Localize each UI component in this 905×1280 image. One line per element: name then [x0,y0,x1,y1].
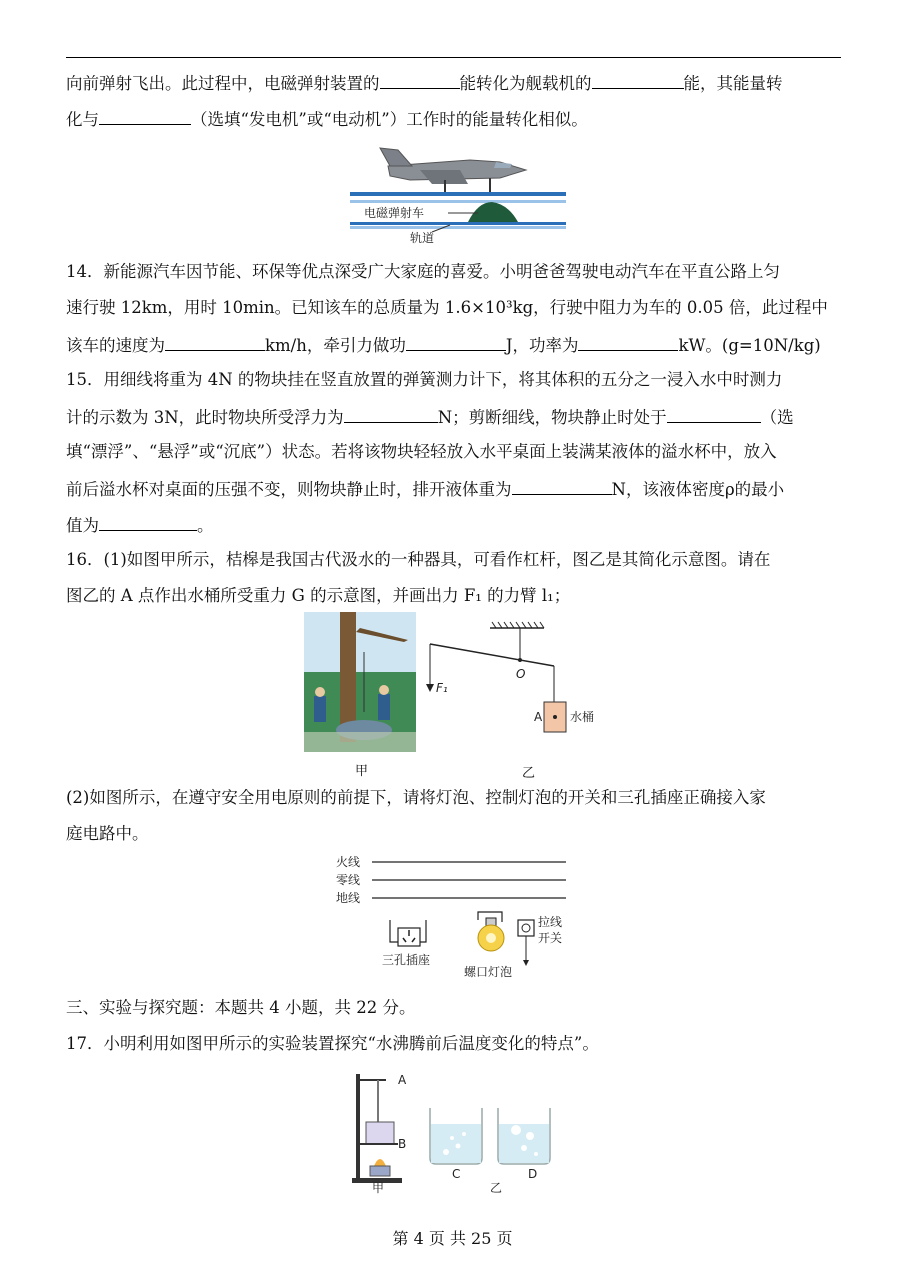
answer-blank[interactable] [592,72,684,89]
header-rule [66,57,841,58]
socket-icon [390,920,426,946]
bucket-label: 水桶 [570,710,595,724]
q15-line5: 值为 。 [66,516,214,535]
label-c: C [452,1167,461,1181]
q13-line2: 化与 （选填“发电机”或“电动机”）工作时的能量转化相似。 [66,110,588,129]
label-catapult-car: 电磁弹射车 [364,206,425,220]
socket-label: 三孔插座 [382,953,431,967]
bulb-label: 螺口灯泡 [464,965,513,979]
bulb-icon [478,912,504,951]
answer-blank[interactable] [667,406,761,423]
point-a-label: A [534,710,543,724]
switch-label-1: 拉线 [538,915,563,929]
page-footer: 第 4 页 共 25 页 [392,1229,513,1248]
answer-blank[interactable] [99,514,197,531]
beaker-c [430,1108,482,1164]
answer-blank[interactable] [344,406,438,423]
caption-jia: 甲 [372,1181,385,1195]
q16-line2: 图乙的 A 点作出水桶所受重力 G 的示意图，并画出力 F₁ 的力臂 l₁； [66,586,571,605]
answer-blank[interactable] [512,478,612,495]
neutral-wire-label: 零线 [336,873,361,887]
well-sweep-illustration [304,612,416,752]
q14-line1: 14．新能源汽车因节能、环保等优点深受广大家庭的喜爱。小明爸爸驾驶电动汽车在平直公路上匀 [66,262,780,281]
switch-label-2: 开关 [538,931,563,945]
caption-jia: 甲 [355,764,369,779]
q16-part2-line2: 庭电路中。 [66,824,149,843]
section-heading: 三、实验与探究题：本题共 4 小题，共 22 分。 [66,998,416,1017]
pull-switch-icon [518,920,534,966]
catapult-figure [350,140,566,246]
live-wire-label: 火线 [336,855,361,869]
q15-line4: 前后溢水杯对桌面的压强不变，则物块静止时，排开液体重为 N，该液体密度ρ的最小 [66,480,785,499]
q17-line1: 17．小明利用如图甲所示的实验装置探究“水沸腾前后温度变化的特点”。 [66,1034,599,1053]
ground-wire-label: 地线 [336,891,361,905]
q14-line3: 该车的速度为 km/h，牵引力做功 J，功率为 kW。(g=10N/kg) [66,336,821,355]
label-d: D [528,1167,538,1181]
q13-line1: 向前弹射飞出。此过程中，电磁弹射装置的 能转化为舰载机的 能，其能量转 [66,74,783,93]
stand-apparatus [352,1074,402,1183]
jet-icon [380,148,526,192]
force-f1-label: F₁ [436,681,448,695]
household-circuit-figure [330,850,570,980]
q15-line2: 计的示数为 3N，此时物块所受浮力为 N；剪断细线，物块静止时处于 （选 [66,408,794,427]
q16-part2-line1: (2)如图所示，在遵守安全用电原则的前提下，请将灯泡、控制灯泡的开关和三孔插座正确接入家 [66,788,766,807]
caption-yi: 乙 [522,766,536,781]
answer-blank[interactable] [380,72,460,89]
lever-schematic [424,620,600,740]
label-a: A [398,1073,407,1087]
answer-blank[interactable] [165,334,265,351]
q16-line1: 16．(1)如图甲所示，桔槔是我国古代汲水的一种器具，可看作杠杆，图乙是其简化示意图。请在 [66,550,771,569]
q15-line1: 15．用细线将重为 4N 的物块挂在竖直放置的弹簧测力计下，将其体积的五分之一浸入水中时测力 [66,370,783,389]
beaker-d [498,1108,550,1164]
q15-line3: 填“漂浮”、“悬浮”或“沉底”）状态。若将该物块轻轻放入水平桌面上装满某液体的溢水杯中，放入 [66,442,777,461]
pivot-label: O [516,667,526,681]
answer-blank[interactable] [578,334,678,351]
answer-blank[interactable] [99,108,191,125]
answer-blank[interactable] [406,334,506,351]
boiling-experiment-figure [340,1066,560,1196]
q14-line2: 速行驶 12km，用时 10min。已知该车的总质量为 1.6×10³kg，行驶中阻力为车的 0.05 倍，此过程中 [66,298,828,317]
label-track: 轨道 [410,231,435,245]
label-b: B [398,1137,407,1151]
caption-yi: 乙 [490,1181,503,1195]
